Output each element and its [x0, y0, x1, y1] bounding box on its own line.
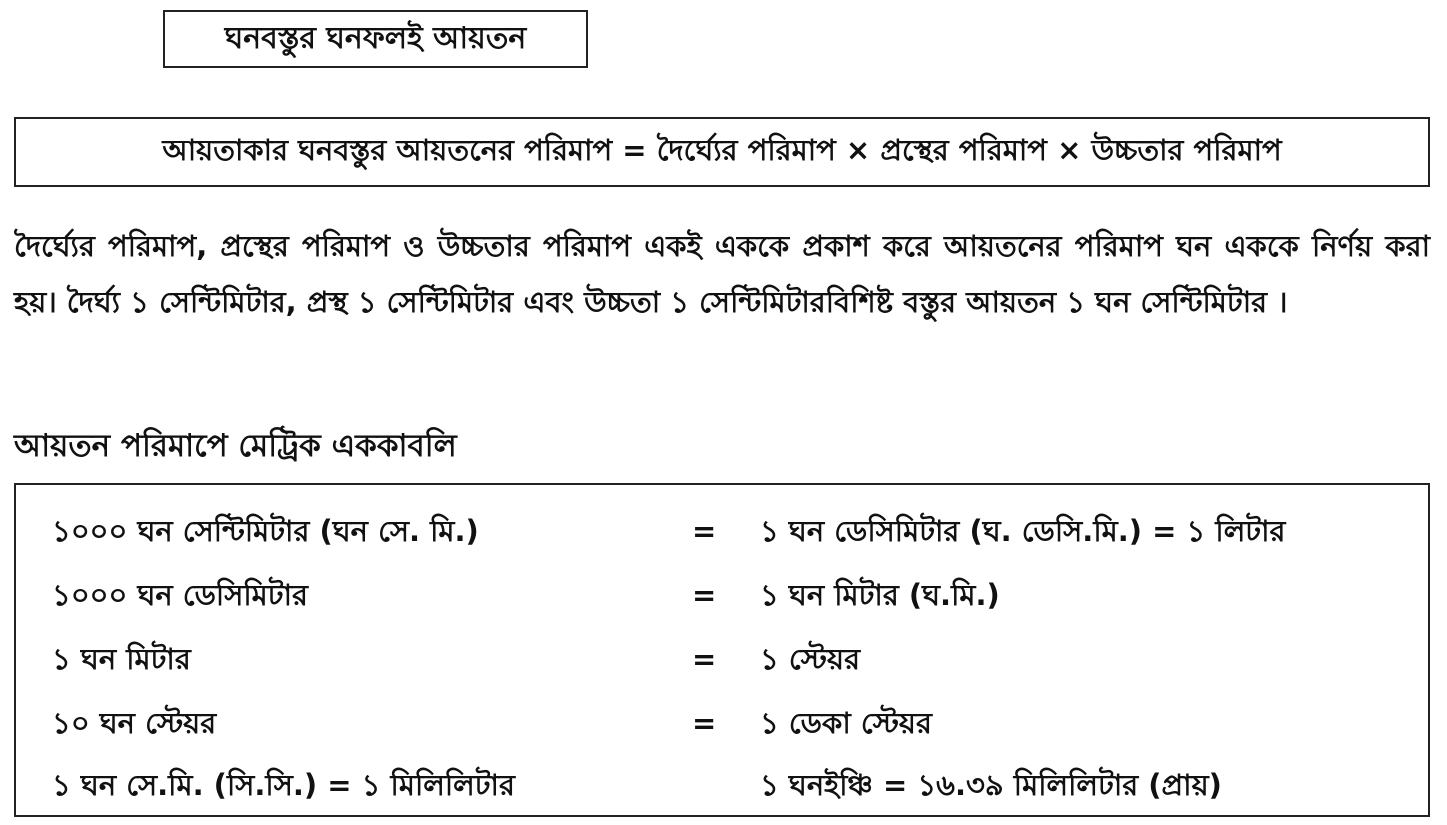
- unit-row-right: ১ ঘন মিটার (ঘ.মি.): [760, 578, 1000, 612]
- unit-row-right: ১ স্টেয়র: [760, 642, 861, 676]
- unit-row-left: ১০০০ ঘন সেন্টিমিটার (ঘন সে. মি.): [52, 514, 479, 548]
- unit-row-left: ১ ঘন সে.মি. (সি.সি.) = ১ মিলিলিটার: [52, 768, 515, 802]
- unit-row-left: ১০ ঘন স্টেয়র: [52, 706, 217, 740]
- unit-row-equals: =: [692, 706, 717, 740]
- unit-row: [16, 563, 1428, 627]
- metric-units-table: [14, 483, 1430, 817]
- volume-formula: আয়তাকার ঘনবস্তুর আয়তনের পরিমাপ = দৈর্ঘ্যের পরিমাপ × প্রস্থের পরিমাপ × উচ্চতার পরিমাপ: [14, 117, 1430, 187]
- unit-row-right: ১ ডেকা স্টেয়র: [760, 706, 932, 740]
- unit-row-right: ১ ঘনইঞ্চি = ১৬.৩৯ মিলিলিটার (প্রায়): [760, 768, 1222, 802]
- unit-row-equals: =: [692, 578, 717, 612]
- unit-row: [16, 499, 1428, 563]
- unit-row: [16, 627, 1428, 691]
- section-heading: আয়তন পরিমাপে মেট্রিক এককাবলি: [14, 428, 457, 464]
- unit-row-left: ১০০০ ঘন ডেসিমিটার: [52, 578, 308, 612]
- unit-row-equals: =: [692, 514, 717, 548]
- unit-row-left: ১ ঘন মিটার: [52, 642, 191, 676]
- unit-row: [16, 691, 1428, 755]
- explanation-paragraph: দৈর্ঘ্যের পরিমাপ, প্রস্থের পরিমাপ ও উচ্চতার পরিমাপ একই এককে প্রকাশ করে আয়তনের পরিমাপ ঘন এককে নির্ণয় করা হয়। দৈর্ঘ্য ১ সেন্টিমিটার, প্রস্থ ১ সেন্টিমিটার এবং উচ্চতা ১ সেন্টিমিটারবিশিষ্ট বস্তুর আয়তন ১ ঘন সেন্টিমিটার ।: [14, 229, 1430, 319]
- unit-row-equals: =: [692, 642, 717, 676]
- unit-row-right: ১ ঘন ডেসিমিটার (ঘ. ডেসি.মি.) = ১ লিটার: [760, 514, 1286, 548]
- unit-row: [16, 753, 1428, 817]
- page-title: ঘনবস্তুর ঘনফলই আয়তন: [163, 10, 588, 68]
